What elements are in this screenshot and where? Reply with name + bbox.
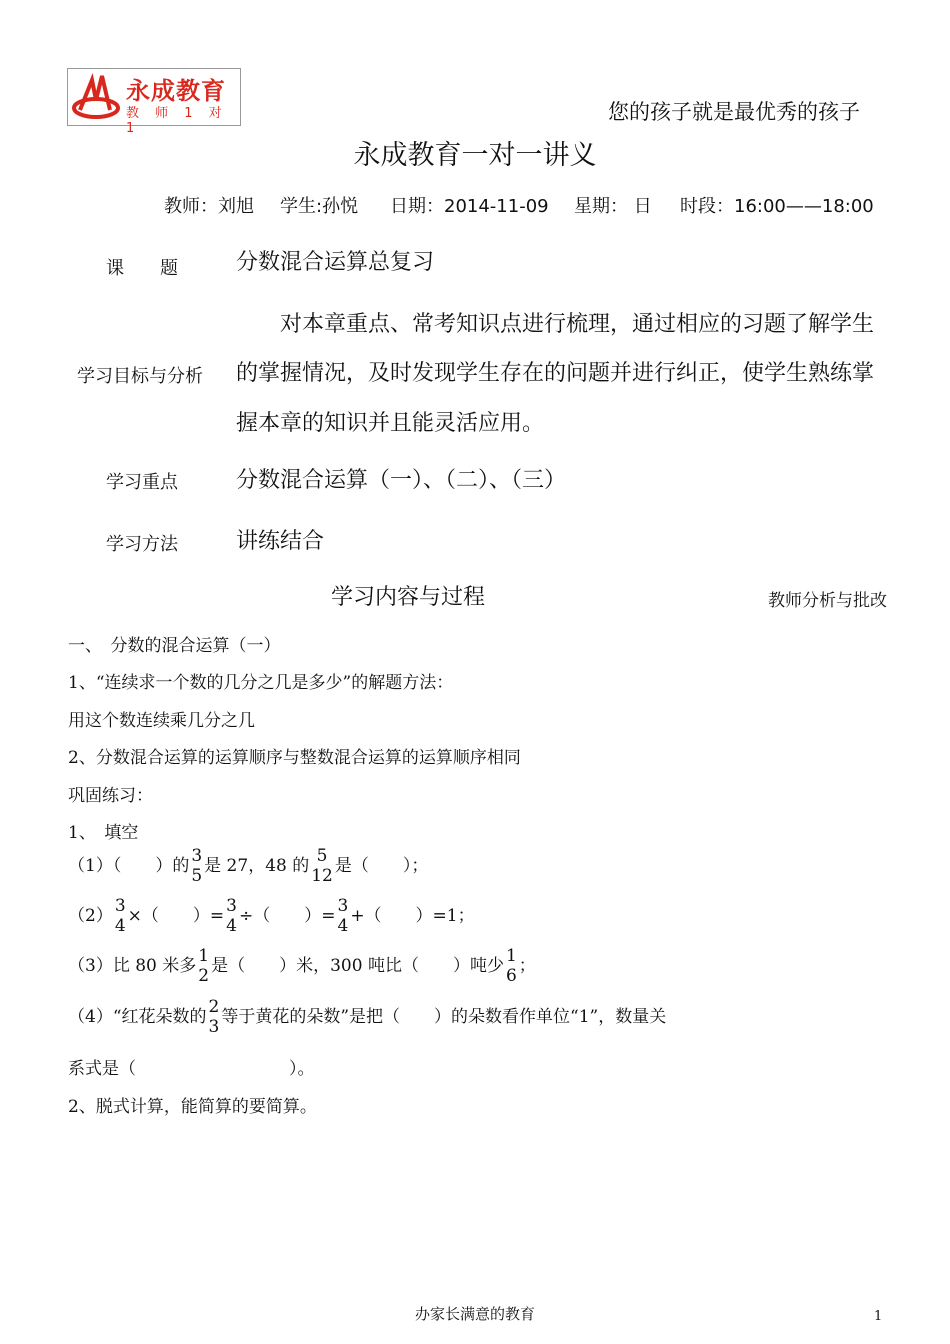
date-info: 日期：2014-11-09 (390, 196, 549, 217)
q1-text-c: 是（ ）； (334, 856, 429, 876)
period-info: 时段：16:00——18:00 (680, 196, 874, 217)
practice-label: 巩固练习： (68, 786, 153, 806)
question-1 (68, 848, 428, 885)
section-heading: 学习内容与过程 (331, 585, 486, 610)
focus-value: 分数混合运算（一）、（二）、（三） (236, 468, 567, 493)
fraction-3-4-a: 3 4 (114, 896, 126, 936)
heading-mixed-ops: 一、 分数的混合运算（一） (68, 636, 281, 656)
q2-text-b: ×（ ）= (127, 906, 225, 926)
paragraph-method-answer: 用这个数连续乘几分之几 (68, 711, 255, 731)
logo-subtitle: 教 师 1 对 1 (126, 106, 228, 136)
fraction-2-3: 2 3 (208, 997, 220, 1037)
slogan: 您的孩子就是最优秀的孩子 (608, 100, 860, 124)
fraction-5-12: 5 12 (311, 846, 333, 886)
method-label: 学习方法 (106, 534, 178, 555)
paragraph-order: 2、分数混合运算的运算顺序与整数混合运算的运算顺序相同 (68, 748, 521, 768)
logo-title: 永成教育 (126, 77, 226, 105)
q3-text-a: （3）比 80 米多 (68, 956, 197, 976)
fraction-3-5: 3 5 (191, 846, 203, 886)
fill-blank-label: 1、 填空 (68, 823, 139, 843)
fraction-1-6: 1 6 (505, 946, 517, 986)
weekday-info: 星期： 日 (574, 196, 652, 217)
fraction-3-4-b: 3 4 (226, 896, 237, 936)
topic-label: 课 题 (106, 258, 178, 279)
goal-label: 学习目标与分析 (77, 366, 203, 387)
logo (67, 68, 241, 136)
logo-emblem-icon (70, 70, 126, 124)
paragraph-method: 1、“连续求一个数的几分之几是多少”的解题方法： (68, 673, 454, 693)
question-2 (68, 898, 475, 935)
goal-line-1: 对本章重点、常考知识点进行梳理，通过相应的习题了解学生 (280, 312, 875, 337)
focus-label: 学习重点 (106, 472, 178, 493)
q3-text-b: 是（ ）米，300 吨比（ ）吨少 (211, 956, 504, 976)
teacher-info: 教师：刘旭 (164, 196, 254, 217)
q3-text-c: ； (518, 956, 536, 976)
goal-line-2: 的掌握情况，及时发现学生存在的问题并进行纠正，使学生熟练掌 (236, 361, 875, 386)
fraction-1-2: 1 2 (198, 946, 210, 986)
question-4-continued: 系式是（ ）。 (68, 1059, 315, 1079)
teacher-analysis-label: 教师分析与批改 (768, 591, 887, 611)
q2-text-a: （2） (68, 906, 113, 926)
topic-value: 分数混合运算总复习 (236, 250, 435, 275)
calculation-label: 2、脱式计算，能简算的要简算。 (68, 1097, 317, 1117)
question-3 (68, 948, 536, 985)
q4-text-b: 等于黄花的朵数”是把（ ）的朵数看作单位“1”，数量关 (221, 1007, 667, 1027)
page-number: 1 (874, 1309, 883, 1324)
fraction-3-4-c: 3 4 (337, 896, 349, 936)
question-4 (68, 999, 666, 1036)
footer-text: 办家长满意的教育 (414, 1305, 535, 1323)
q1-text-a: （1）（ ）的 (68, 856, 190, 876)
goal-line-3: 握本章的知识并且能灵活应用。 (236, 411, 545, 436)
q4-text-a: （4）“红花朵数的 (68, 1007, 207, 1027)
q2-text-c: ÷（ ）= (238, 906, 336, 926)
q1-text-b: 是 27，48 的 (204, 856, 310, 876)
page-title: 永成教育一对一讲义 (353, 140, 597, 171)
method-value: 讲练结合 (236, 529, 325, 554)
q2-text-d: +（ ）=1； (350, 906, 475, 926)
student-info: 学生:孙悦 (280, 196, 359, 217)
